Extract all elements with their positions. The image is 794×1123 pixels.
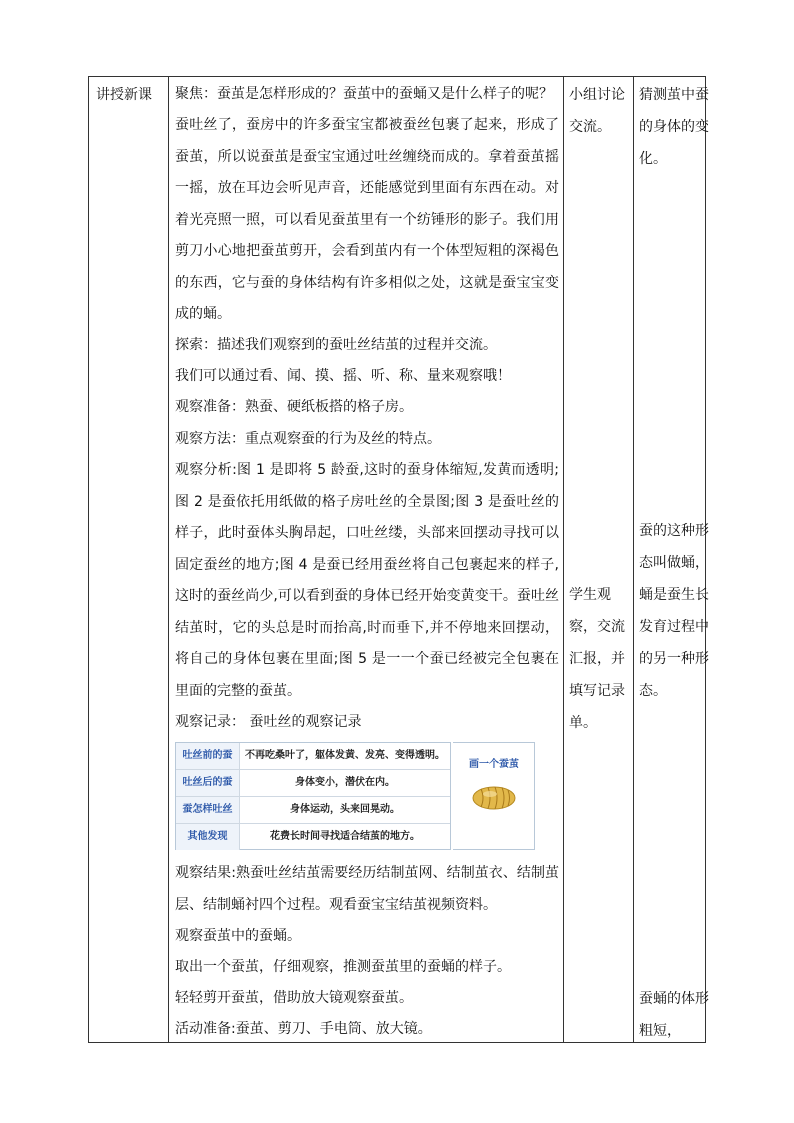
section-column (89, 77, 168, 111)
lesson-table (88, 76, 709, 1043)
observe-pupa: 观察蚕茧中的蚕蛹。 (175, 928, 301, 944)
record-value: 不再吃桑叶了，躯体发黄、发亮、变得透明。 (245, 750, 445, 761)
observe-methods: 我们可以通过看、闻、摸、摇、听、称、量来观察哦！ (175, 368, 511, 384)
record-value: 身体变小，潜伏在内。 (295, 777, 395, 788)
record-value: 身体运动，头来回晃动。 (290, 804, 400, 815)
column-divider (168, 77, 169, 1042)
draw-cocoon-title: 画一个蚕茧 (469, 759, 519, 770)
observation-record-table (175, 742, 535, 850)
intent-guess: 猜测茧中蚕的身体的变化。 (639, 87, 709, 167)
record-label: 蚕怎样吐丝 (176, 797, 240, 823)
record-label: 吐丝后的蚕 (176, 770, 240, 796)
record-grid (175, 742, 451, 850)
student-observe: 学生观察，交流汇报，并填写记录单。 (569, 587, 625, 731)
intent-pupa-shape: 蚕蛹的体形粗短， (639, 991, 709, 1039)
observe-method: 观察方法：重点观察蚕的行为及丝的特点。 (175, 431, 441, 447)
student-discuss: 小组讨论交流。 (569, 87, 625, 135)
observe-result: 观察结果:熟蚕吐丝结茧需要经历结制茧网、结制茧衣、结制茧层、结制蛹衬四个过程。观看蚕宝宝结茧视频资料。 (175, 865, 559, 913)
record-label: 其他发现 (176, 824, 240, 850)
draw-cocoon-box (453, 742, 535, 850)
row-heading: 讲授新课 (96, 87, 152, 103)
cut-cocoon-step: 轻轻剪开蚕茧，借助放大镜观察蚕茧。 (175, 990, 413, 1006)
record-label: 吐丝前的蚕 (176, 743, 240, 769)
table-row (176, 824, 450, 850)
observe-record-title: 观察记录： 蚕吐丝的观察记录 (175, 714, 362, 730)
explore-task: 探索：描述我们观察到的蚕吐丝结茧的过程并交流。 (175, 337, 497, 353)
table-row (176, 743, 450, 770)
cocoon-icon (471, 783, 517, 813)
intro-paragraph: 蚕吐丝了，蚕房中的许多蚕宝宝都被蚕丝包裹了起来，形成了蚕茧，所以说蚕茧是蚕宝宝通过吐丝缠绕而成的。拿着蚕茧摇一摇，放在耳边会听见声音，还能感觉到里面有东西在动。对着光亮照一照，可以看见蚕茧里有一个纺锤形的影子。我们用剪刀小心地把蚕茧剪开，会看到茧内有一个体型短粗的深褐色的东西，它与蚕的身体结构有许多相似之处，这就是蚕宝宝变成的蛹。 (175, 117, 559, 322)
observe-analysis: 观察分析:图 1 是即将 5 龄蚕,这时的蚕身体缩短,发黄而透明;图 2 是蚕依托用纸做的格子房吐丝的全景图;图 3 是蚕吐丝的样子，此时蚕体头胸昂起，口吐丝缕，头部来回摆动寻找可以固定蚕丝的地方;图 4 是蚕已经用蚕丝将自己包裹起来的样子,这时的蚕丝尚少,可以看到蚕的身体已经开始变黄变干。蚕吐丝结茧时，它的头总是时而抬高,时而垂下,并不停地来回摆动，将自己的身体包裹在里面;图 5 是一一个蚕已经被完全包裹在里面的完整的蚕茧。 (175, 462, 559, 699)
table-row (176, 797, 450, 824)
table-row (176, 770, 450, 797)
record-value: 花费长时间寻找适合结茧的地方。 (270, 831, 420, 842)
column-divider (563, 77, 564, 1042)
activity-materials: 活动准备:蚕茧、剪刀、手电筒、放大镜。 (175, 1021, 432, 1037)
observe-preparation: 观察准备：熟蚕、硬纸板搭的格子房。 (175, 399, 413, 415)
take-cocoon-step: 取出一个蚕茧，仔细观察，推测蚕茧里的蚕蛹的样子。 (175, 959, 511, 975)
focus-question: 聚焦：蚕茧是怎样形成的？蚕茧中的蚕蛹又是什么样子的呢？ (175, 86, 553, 102)
intent-pupa-form: 蚕的这种形态叫做蛹，蛹是蚕生长发育过程中的另一种形态。 (639, 523, 709, 699)
